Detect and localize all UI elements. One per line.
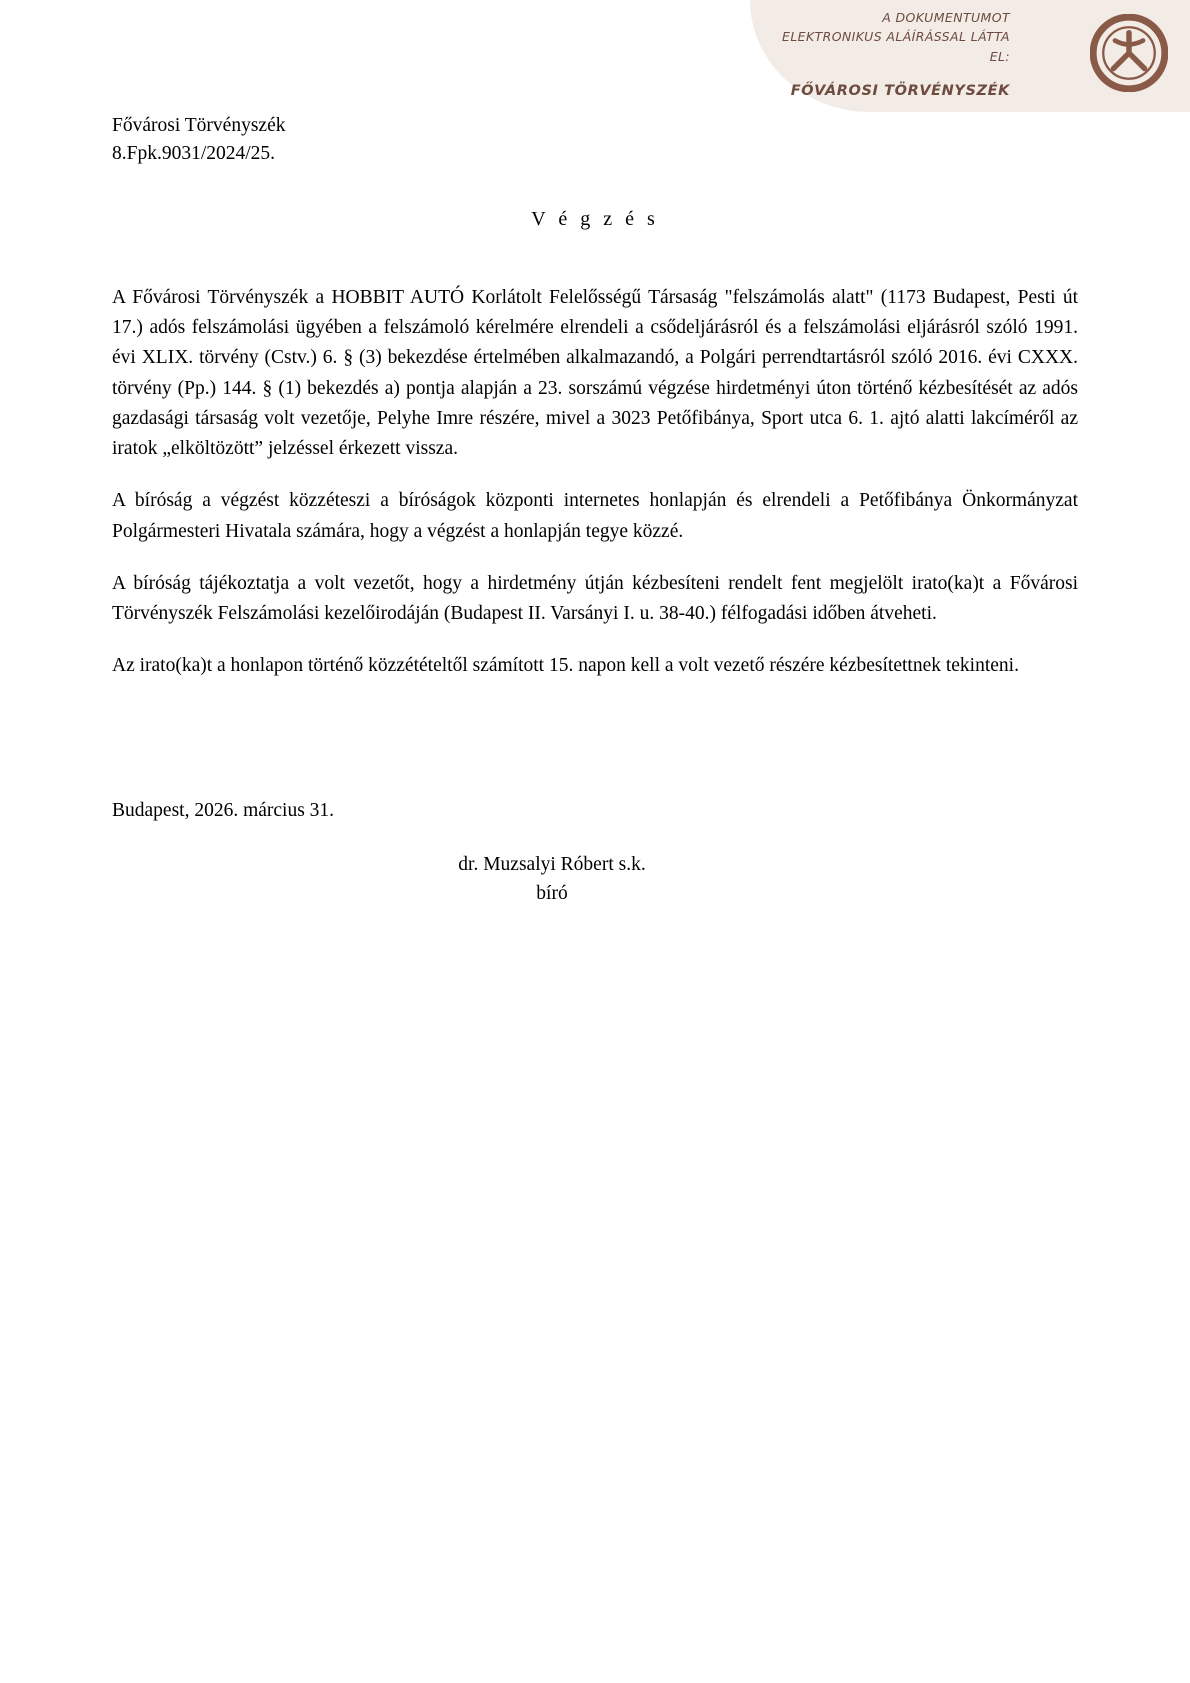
stamp-signer-name: FŐVÁROSI TÖRVÉNYSZÉK	[790, 83, 1010, 100]
paragraph-4: Az irato(ka)t a honlapon történő közzétételtől számított 15. napon kell a volt vezető részére kézbesítettnek tekinteni.	[112, 655, 1019, 677]
paragraph-1: A Fővárosi Törvényszék a HOBBIT AUTÓ Korlátolt Felelősségű Társaság "felszámolás alatt" (1173 Budapest, Pesti út 17.) adós felszámolási ügyében a felszámoló kérelmére elrendeli a csődeljárásról és a felszámolási eljárásról szóló 1991. évi XLIX. törvény (Cstv.) 6. § (3) bekezdése értelmében alkalmazandó, a Polgári perrendtartásról szóló 2016. évi CXXX. törvény (Pp.) 144. § (1) bekezdés a) pontja alapján a 23. sorszámú végzése hirdetményi úton történő kézbesítését az adós gazdasági társaság volt vezetője, Pelyhe Imre részére, mivel a 3023 Petőfibánya, Sport utca 6. 1. ajtó alatti lakcíméről az iratok „elköltözött” jelzéssel érkezett vissza.	[112, 287, 1078, 460]
signature-block	[112, 850, 992, 909]
signatory-name: dr. Muzsalyi Róbert s.k.	[458, 854, 646, 875]
document-header	[112, 112, 285, 169]
document-body	[112, 283, 1078, 681]
court-name: Fővárosi Törvényszék	[112, 115, 286, 136]
page-title: V é g z é s	[531, 208, 659, 230]
paragraph-3: A bíróság tájékoztatja a volt vezetőt, hogy a hirdetmény útján kézbesíteni rendelt fent megjelölt irato(ka)t a Fővárosi Törvényszék Felszámolási kezelőirodáján (Budapest II. Varsányi I. u. 38-40.) félfogadási időben átveheti.	[112, 572, 1078, 624]
place-and-date: Budapest, 2026. március 31.	[112, 800, 335, 821]
stamp-line-1: A DOKUMENTUMOT	[882, 10, 1010, 25]
court-seal-icon	[1090, 14, 1168, 92]
signatory-role: bíró	[536, 883, 568, 905]
paragraph-2: A bíróság a végzést közzéteszi a bíróságok központi internetes honlapján és elrendeli a Petőfibánya Önkormányzat Polgármesteri Hivatala számára, hogy a végzést a honlapján tegye közzé.	[112, 490, 1078, 542]
case-number: 8.Fpk.9031/2024/25.	[112, 143, 276, 165]
document-page	[112, 0, 1078, 1683]
stamp-line-2: ELEKTRONIKUS ALÁÍRÁSSAL LÁTTA EL:	[782, 29, 1010, 64]
